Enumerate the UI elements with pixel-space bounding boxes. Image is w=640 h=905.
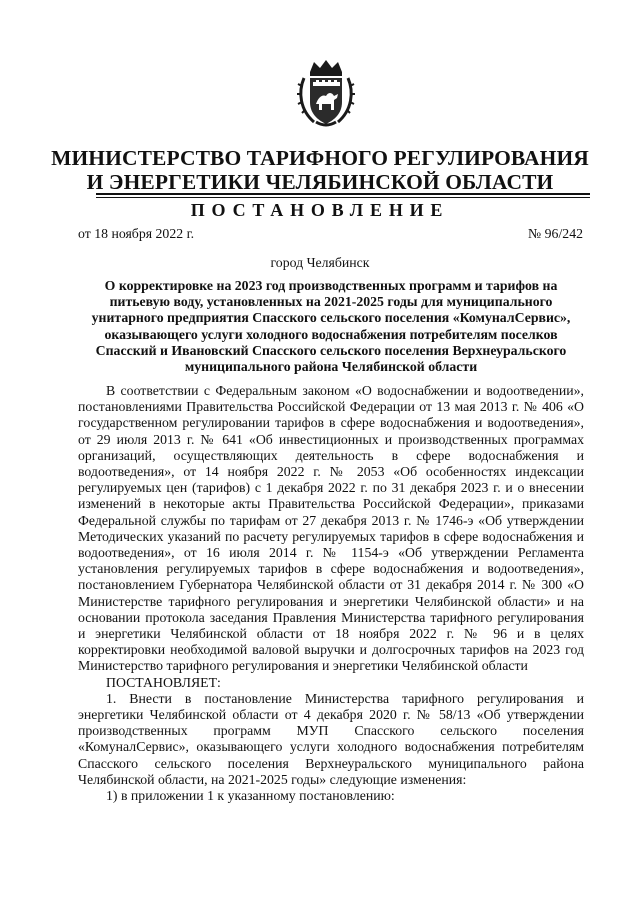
decree-title: О корректировке на 2023 год производственных программ и тарифов на питьевую воду, установленных на 2021-2025 годы для муниципального унитарного предприятия Спасского сельского поселения «КомуналСервис», оказывающего услуги холодного водоснабжения потребителям поселков Спасский и Ивановский Спасского сельского поселения Верхнеуральского муниципального района Челябинской области xyxy=(91,278,571,375)
ministry-name-line-2: И ЭНЕРГЕТИКИ ЧЕЛЯБИНСКОЙ ОБЛАСТИ xyxy=(86,170,554,194)
decree-date: от 18 ноября 2022 г. xyxy=(78,226,195,241)
chelyabinsk-coat-of-arms-icon xyxy=(296,58,356,130)
preamble-paragraph: В соответствии с Федеральным законом «О водоснабжении и водоотведении», постановлениями Правительства Российской Федерации от 13 мая 2013 г. № 406 «О государственном регулировании тарифов в сфере водоснабжения и водоотведения», от 29 июля 2013 г. № 641 «Об инвестиционных и производственных программах организаций, осуществляющих деятельность в сфере водоснабжения и водоотведения», от 14 ноября 2022 г. № 2053 «Об особенностях индексации регулируемых цен (тарифов) с 1 декабря 2022 г. по 31 декабря 2023 г. и о внесении изменений в некоторые акты Правительства Российской Федерации», приказами Федеральной службы по тарифам от 27 декабря 2013 г. № 1746-э «Об утверждении Методических указаний по расчету регулируемых тарифов в сфере водоснабжения и водоотведения», от 16 июля 2014 г. № 1154-э «Об утверждении Регламента установления регулируемых тарифов в сфере водоснабжения и водоотведения», постановлением Губернатора Челябинской области от 31 декабря 2014 г. № 300 «О Министерстве тарифного регулирования и энергетики Челябинской области» и на основании протокола заседания Правления Министерства тарифного регулирования и энергетики Челябинской области от 18 ноября 2022 г. № 96 и в целях корректировки необходимой валовой выручки и долгосрочных тарифов на 2023 год Министерство тарифного регулирования и энергетики Челябинской области xyxy=(78,383,584,674)
decree-city: город Челябинск xyxy=(270,255,370,270)
decree-type-heading: ПОСТАНОВЛЕНИЕ xyxy=(190,200,450,220)
subitem-1-paragraph: 1) в приложении 1 к указанному постановлению: xyxy=(106,788,395,804)
resolves-heading: ПОСТАНОВЛЯЕТ: xyxy=(106,674,221,690)
header-divider-thick xyxy=(96,193,590,195)
ministry-name-line-1: МИНИСТЕРСТВО ТАРИФНОГО РЕГУЛИРОВАНИЯ xyxy=(51,146,589,170)
header-divider-thin xyxy=(96,197,590,198)
item-1-paragraph: 1. Внести в постановление Министерства тарифного регулирования и энергетики Челябинской области от 4 декабря 2020 г. № 58/13 «Об утверждении производственных программ МУП Спасского сельского поселения «КомуналСервис», оказывающего услуги холодного водоснабжения потребителям Спасского сельского поселения Верхнеуральского муниципального района Челябинской области, на 2021-2025 годы» следующие изменения: xyxy=(78,690,584,787)
decree-number: № 96/242 xyxy=(528,226,583,241)
decree-body xyxy=(78,383,584,804)
